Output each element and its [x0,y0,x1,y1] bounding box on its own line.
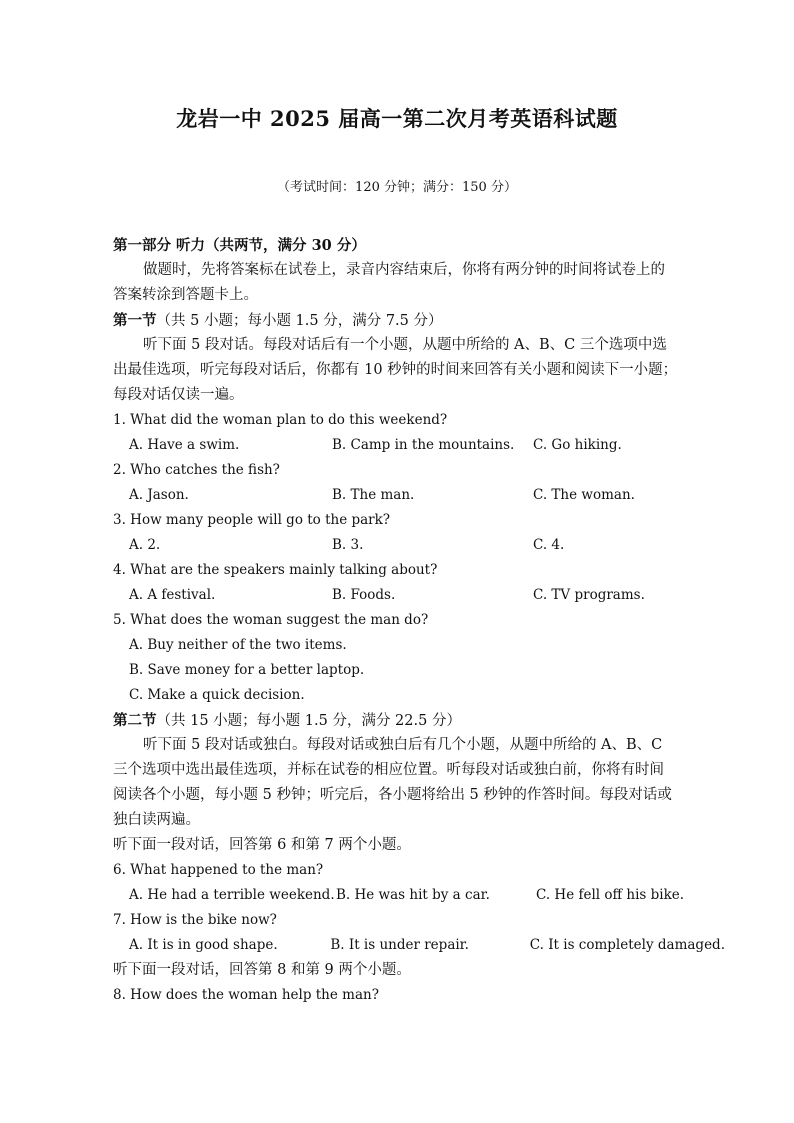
option-c: C. The woman. [533,487,635,503]
option-b: B. 3. [332,537,364,553]
option-c: C. 4. [533,537,565,553]
exam-subtitle: （考试时间：120 分钟；满分：150 分） [277,180,517,195]
section2-instruction-line: 听下面 5 段对话或独白。每段对话或独白后有几个小题，从题中所给的 A、B、C [143,737,663,753]
question-options [113,583,725,608]
option-b: B. Foods. [332,587,396,603]
dialogue-intro: 听下面一段对话，回答第 8 和第 9 两个小题。 [113,962,411,978]
part1-heading: 第一部分 听力（共两节，满分 30 分） [113,237,366,254]
option-c: C. Go hiking. [533,437,622,453]
question-options [113,883,725,908]
question-options [113,483,725,508]
option-a: A. Buy neither of the two items. [129,637,347,653]
option-b: B. He was hit by a car. [336,887,490,903]
option-c: C. TV programs. [533,587,645,603]
question-stem: 8. How does the woman help the man? [113,987,379,1003]
part1-instruction-line: 做题时，先将答案标在试卷上，录音内容结束后，你将有两分钟的时间将试卷上的 [143,262,665,278]
option-c: C. It is completely damaged. [529,937,725,953]
question-options [113,933,725,958]
section2-heading [113,708,725,733]
option-a: A. Jason. [129,487,189,503]
section2-heading-label: 第二节 [113,712,157,729]
option-b: B. Camp in the mountains. [332,437,515,453]
option-c: C. Make a quick decision. [129,687,305,703]
question-stem: 3. How many people will go to the park? [113,512,391,528]
section1-instruction-line: 听下面 5 段对话。每段对话后有一个小题，从题中所给的 A、B、C 三个选项中选 [143,337,667,353]
option-a: A. 2. [129,537,161,553]
section1-heading-label: 第一节 [113,312,157,329]
question-stem: 5. What does the woman suggest the man do? [113,612,429,628]
question-stem: 4. What are the speakers mainly talking about? [113,562,438,578]
option-a: A. It is in good shape. [129,937,278,953]
exam-title: 龙岩一中 2025 届高一第二次月考英语科试题 [176,106,618,131]
question-stem: 1. What did the woman plan to do this weekend? [113,412,448,428]
option-b: B. The man. [332,487,415,503]
section1-heading-detail: （共 5 小题；每小题 1.5 分，满分 7.5 分） [156,313,443,329]
question-options [113,533,725,558]
section2-instruction-line: 独白读两遍。 [113,812,200,828]
section1-instruction-line: 出最佳选项，听完每段对话后，你都有 10 秒钟的时间来回答有关小题和阅读下一小题； [113,362,678,378]
section2-heading-detail: （共 15 小题；每小题 1.5 分，满分 22.5 分） [156,713,461,729]
section2-instruction-line: 三个选项中选出最佳选项，并标在试卷的相应位置。听每段对话或独白前，你将有时间 [113,762,664,778]
question-stem: 6. What happened to the man? [113,862,324,878]
dialogue-intro: 听下面一段对话，回答第 6 和第 7 两个小题。 [113,837,411,853]
section2-instruction-line: 阅读各个小题，每小题 5 秒钟；听完后，各小题将给出 5 秒钟的作答时间。每段对话或 [113,787,672,803]
exam-body [113,233,725,1008]
section1-instruction-line: 每段对话仅读一遍。 [113,387,244,403]
question-stem: 2. Who catches the fish? [113,462,280,478]
option-a: A. A festival. [129,587,216,603]
question-stem: 7. How is the bike now? [113,912,277,928]
option-a: A. Have a swim. [129,437,240,453]
question-options [113,433,725,458]
option-b: B. Save money for a better laptop. [129,662,365,678]
option-a: A. He had a terrible weekend. [129,887,335,903]
option-c: C. He fell off his bike. [536,887,685,903]
section1-heading [113,308,725,333]
part1-instruction-line: 答案转涂到答题卡上。 [113,287,258,303]
option-b: B. It is under repair. [330,937,469,953]
